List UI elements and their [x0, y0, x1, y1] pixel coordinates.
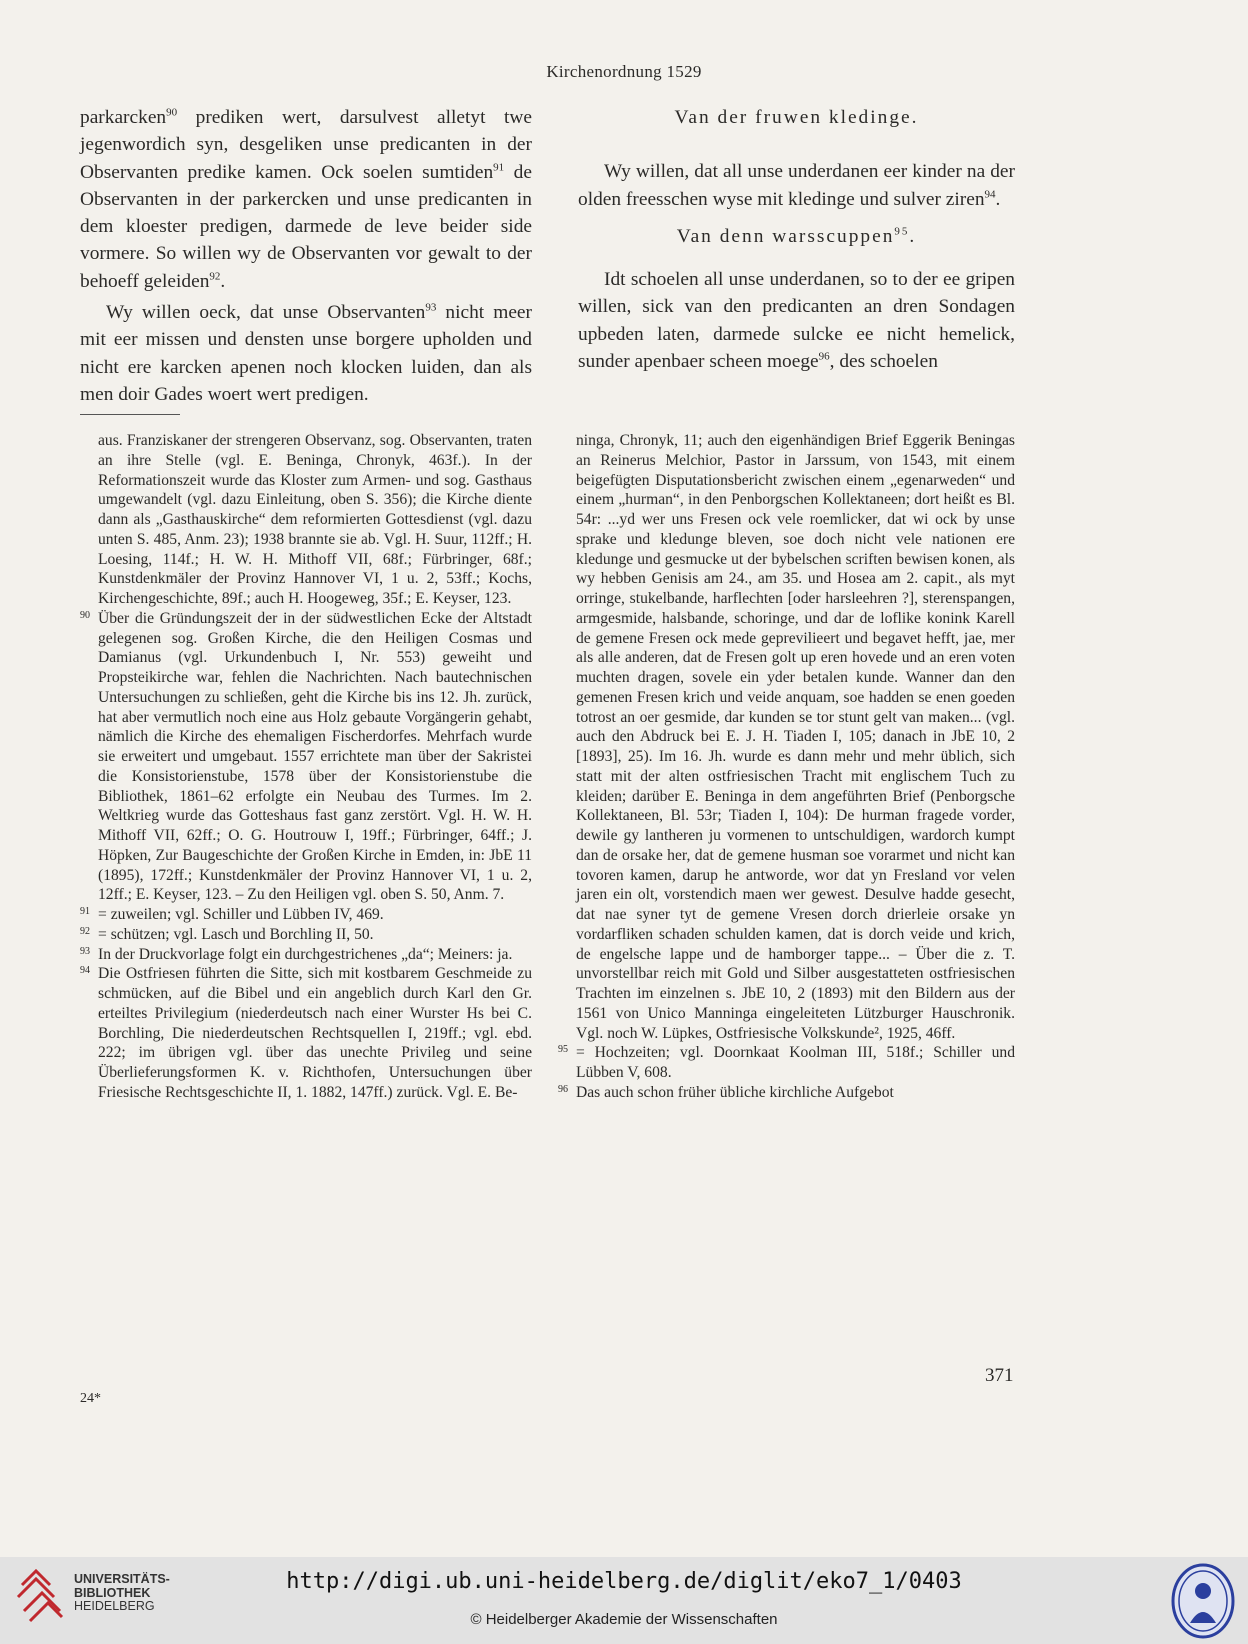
- footnote-94: [80, 964, 532, 1102]
- library-name-line: UNIVERSITÄTS-: [74, 1572, 170, 1586]
- printer-signature: 24*: [80, 1391, 101, 1406]
- text: Wy willen, dat all unse underdanen eer kinder na der olden freesschen wyse mit kledinge und sulver ziren: [578, 161, 1015, 210]
- footnote-number: 90: [80, 609, 90, 621]
- footnote-number: 93: [80, 945, 90, 957]
- permalink-url[interactable]: http://digi.ub.uni-heidelberg.de/diglit/eko7_1/0403: [286, 1569, 962, 1594]
- text: nicht meer mit eer missen und densten unse borgere upholden und nicht ere karcken apenen noch klocken luiden, dan als men doir Gades woert wert predigen.: [80, 302, 532, 405]
- heidelberg-seal-icon: [1170, 1561, 1236, 1640]
- footnote-number: 92: [80, 925, 90, 937]
- footnote-text: In der Druckvorlage folgt ein durchgestrichenes „da“; Meiners: ja.: [98, 945, 513, 963]
- text: de Observanten in der parkercken und unse predicanten in dem kloester predigen, darmede de leve beider side vormere. So willen wy de Observanten vor gewalt to der behoeff geleiden: [80, 161, 532, 292]
- footnote-ref[interactable]: 95: [894, 225, 910, 238]
- footnote-text: Die Ostfriesen führten die Sitte, sich mit kostbarem Geschmeide zu schmücken, auf die Bibel und ein angeblich durch Karl den Gr. erteiltes Privilegium (niederdeutsch nach einer Wurster Hs bei C. Borchling, Die niederdeutschen Rechtsquellen I, 219ff.; vgl. ebd. 222; im übrigen vgl. über das unechte Privileg und seine Überlieferungsformen K. v. Richthofen, Untersuchungen über Friesische Rechtsgeschichte II, 1. 1882, 147ff.) zurück. Vgl. E. Be-: [98, 965, 532, 1101]
- footnote-text: = Hochzeiten; vgl. Doornkaat Koolman III, 518f.; Schiller und Lübben V, 608.: [576, 1044, 1015, 1081]
- paragraph: [80, 299, 532, 408]
- footnote-number: 95: [558, 1044, 568, 1056]
- footnote-text: Über die Gründungszeit der in der südwestlichen Ecke der Altstadt gelegenen sog. Großen Kirche, die den Heiligen Cosmas und Damianus (vgl. Urkundenbuch I, Nr. 553) geweiht und Propsteikirche war, fehlen die Nachrichten. Nach bautechnischen Untersuchungen zu schließen, geht die Kirche bis ins 12. Jh. zurück, hat aber vermutlich noch eine aus Holz gebaute Vorgängerin gehabt, nämlich die Kirche des ehemaligen Fischerdorfes. Mehrfach wurde sie erweitert und umgebaut. 1557 errichtete man über der Sakristei die Konsistorienstube, 1578 über der Konsistorienstube die Bibliothek, 1861–62 erfolgte ein Neubau des Turmes. Im 2. Weltkrieg wurde das Gotteshaus fast ganz zerstört. Vgl. H. W. H. Mithoff VII, 62ff.; O. G. Houtrouw I, 19ff.; Fürbringer, 64ff.; J. Höpken, Zur Baugeschichte der Großen Kirche in Emden, in: JbE 11 (1895), 172ff.; Kunstdenkmäler der Provinz Hannover VI, 1 u. 2, 12ff.; E. Keyser, 123. – Zu den Heiligen vgl. oben S. 50, Anm. 7.: [98, 609, 532, 904]
- footnote-ref[interactable]: 91: [493, 161, 505, 174]
- text: .: [220, 270, 226, 292]
- footnote-ref[interactable]: 93: [425, 301, 437, 314]
- text: .: [995, 188, 1001, 210]
- footnote-continuation: ninga, Chronyk, 11; auch den eigenhändigen Brief Eggerik Beningas an Reinerus Melchior, Pastor in Jarssum, von 1543, mit einem beigefügten Disputationsbericht zwischen einem „egenarweden“ und einem „hurman“, in den Penborgschen Kollektaneen; dort heißt es Bl. 54r: ...yd wer uns Fresen ock vele roemlicker, dat wi ock by unse sprake und kledunge bleven, soe doch nicht vele nationen ere kledunge und gesmucke ut der bybelschen scriften bewisen konen, als wy hebben Genisis am 24., am 35. und Hosea am 2. capit., als myt orringe, stukelbande, harflechten [oder harsleehren ?], sterenspangen, armgesmide, halsbande, schoringe, und dar de loflike konink Karell de gemene Fresen ock mede geprevilieert und begavet hefft, jae, mer als alle anderen, dat de Fresen golt up eren hovede und an eren voten muchten dragen, sovele ein yder betalen kunde. Wanner dan den gemenen Fresen krich und veide anquam, soe hadden se enen goeden totrost an oer gesmide, dar kunden se tor stunt gelt van maken... (vgl. auch den Abdruck bei E. J. H. Tiaden I, 105; danach in JbE 10, 2 [1893], 25). Im 16. Jh. wurde es dann mehr und mehr üblich, sich statt mit der alten ostfriesischen Tracht mit englischem Tuch zu kleiden; darüber E. Beninga in dem angeführten Brief (Penborgsche Kollektaneen, Bl. 53r; Tiaden I, 104): De hurman fragede vorder, dewile gy lantheren ju vormenen to untschuldigen, wardorch kumpt dan de orsake her, dat de gemene husman soe vorarmet und nicht kan tovoren kamen, darup he antworde, wor dat yn Fresland vor velen jaren ein olt, vorstendich maen wer gewest. Desulve hadde gesecht, dat nae syner tyt de gemene Vresen dorch drierleie orsake yn vordarfliken schaden schulden kamen, dat is dorch veide und krich, de engelsche lappe und de hamborger tappe... – Über die z. T. unvorstellbar reich mit Gold und Silber ausgestatteten ostfriesischen Trachten im einzelnen s. JbE 10, 2 (1893) mit den Bildern aus der 1561 von Unico Manninga eingeleiteten Lützburger Hauschronik. Vgl. noch W. Lüpkes, Ostfriesische Volkskunde², 1925, 46ff.: [576, 432, 1015, 1042]
- text: Van denn warsscuppen: [676, 225, 895, 247]
- library-name-line: HEIDELBERG: [74, 1599, 155, 1613]
- footnotes-left-column: [80, 431, 532, 1103]
- footnote-text: = schützen; vgl. Lasch und Borchling II, 50.: [98, 925, 374, 943]
- main-text-left-column: [80, 104, 532, 408]
- footnote-continuation: aus. Franziskaner der strengeren Observanz, sog. Observanten, traten an ihre Stelle (vgl. E. Beninga, Chronyk, 463f.). In der Reformationszeit wurde das Kloster zum Armen- und sog. Gasthaus umgewandelt (vgl. dazu Einleitung, oben S. 356); die Kirche diente dann als „Gasthauskirche“ dem reformierten Gottesdienst (vgl. dazu unten S. 485, Anm. 23); 1938 brannte sie ab. Vgl. H. Suur, 112ff.; H. Loesing, 114f.; H. W. H. Mithoff VII, 68f.; Fürbringer, 68f.; Kunstdenkmäler der Provinz Hannover VI, 1 u. 2, 53ff.; Kochs, Kirchengeschichte, 89f.; auch H. Hoogeweg, 35f.; E. Keyser, 123.: [98, 432, 532, 607]
- footnote-95: [558, 1043, 1015, 1083]
- footnotes-right-column: [558, 431, 1015, 1103]
- library-name-line: BIBLIOTHEK: [74, 1585, 151, 1600]
- footnote-91: [80, 905, 532, 925]
- footnote-ref[interactable]: 90: [166, 106, 178, 119]
- viewer-footer: [0, 1557, 1248, 1644]
- section-heading: [578, 223, 1015, 250]
- footnote-96: [558, 1083, 1015, 1103]
- page-number: 371: [985, 1365, 1014, 1386]
- text: .: [909, 225, 917, 247]
- paragraph: [578, 266, 1015, 375]
- footnote-90: [80, 609, 532, 905]
- text: , des schoelen: [829, 351, 938, 373]
- footnote-text: = zuweilen; vgl. Schiller und Lübben IV, 469.: [98, 906, 384, 923]
- footnote-ref[interactable]: 96: [818, 350, 830, 363]
- paragraph: [80, 104, 532, 295]
- footnote-separator: [80, 414, 180, 415]
- text: Idt schoelen all unse underdanen, so to der ee gripen willen, sick van den predicanten an dren Sondagen upbeden laten, darmede sulcke ee nicht hemelick, sunder apenbaer scheen moege: [578, 269, 1015, 373]
- text: Wy willen oeck, dat unse Observanten: [106, 302, 426, 324]
- footnote-text: Das auch schon früher übliche kirchliche Aufgebot: [576, 1083, 894, 1101]
- footnote-92: [80, 925, 532, 945]
- copyright-notice: © Heidelberger Akademie der Wissenschaften: [470, 1611, 778, 1628]
- text: prediken wert, darsulvest alletyt twe jegenwordich syn, desgeliken unse predicanten in der Observanten predike kamen. Ock soelen sumtiden: [80, 107, 532, 183]
- section-heading: Van der fruwen kledinge.: [674, 107, 919, 128]
- footnote-number: 96: [558, 1083, 568, 1095]
- footnote-number: 91: [80, 906, 90, 917]
- footnote-number: 94: [80, 965, 90, 977]
- running-head: Kirchenordnung 1529: [546, 62, 702, 81]
- text: parkarcken: [80, 107, 167, 128]
- footnote-93: [80, 945, 532, 965]
- main-text-right-column: [578, 104, 1015, 375]
- footnote-ref[interactable]: 94: [984, 188, 996, 201]
- footnote-ref[interactable]: 92: [209, 270, 221, 283]
- paragraph: [578, 158, 1015, 213]
